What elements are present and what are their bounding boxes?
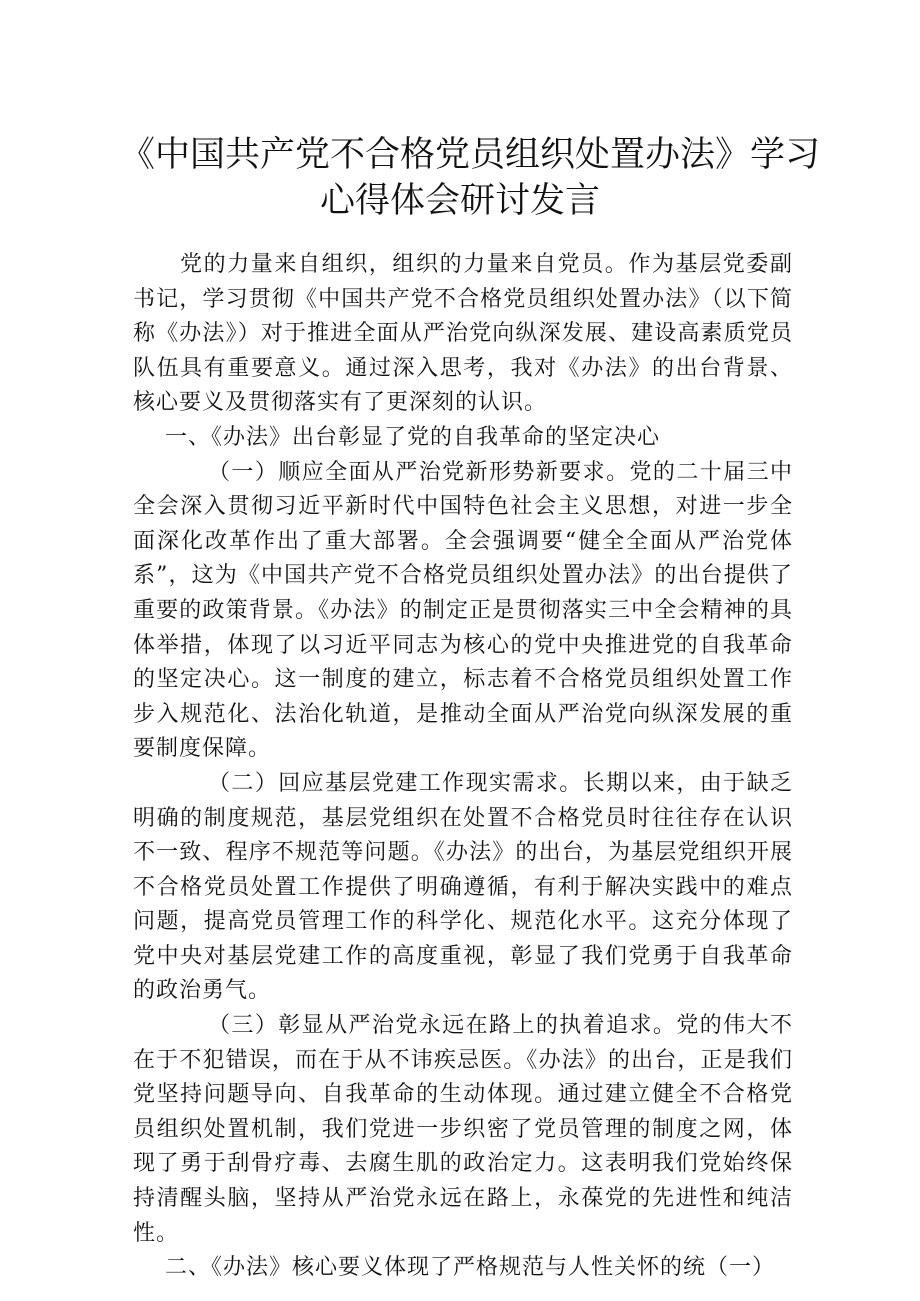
section-heading-1: 一、《办法》出台彰显了党的自我革命的坚定决心: [165, 424, 661, 450]
subsection-paragraph-1: （一）顺应全面从严治党新形势新要求。党的二十届三中全会深入贯彻习近平新时代中国特色社会主义思想，对进一步全面深化改革作出了重大部署。全会强调要“健全全面从严治党体系”，这为《中国共产党不合格党员组织处置办法》的出台提供了重要的政策背景。《办法》的制定正是贯彻落实三中全会精神的具体举措，体现了以习近平同志为核心的党中央推进党的自我革命的坚定决心。这一制度的建立，标志着不合格党员组织处置工作步入规范化、法治化轨道，是推动全面从严治党向纵深发展的重要制度保障。: [133, 459, 793, 762]
subsection-paragraph-3: （三）彰显从严治党永远在路上的执着追求。党的伟大不在于不犯错误，而在于从不讳疾忌医。《办法》的出台，正是我们党坚持问题导向、自我革命的生动体现。通过建立健全不合格党员组织处置机制，我们党进一步织密了党员管理的制度之网，体现了勇于刮骨疗毒、去腐生肌的政治定力。这表明我们党始终保持清醒头脑，坚持从严治党永远在路上，永葆党的先进性和纯洁性。: [133, 1013, 793, 1246]
document-title: [120, 132, 821, 224]
title-line-2: 心得体会研讨发言: [319, 181, 600, 221]
title-line-1: 《中国共产党不合格党员组织处置办法》学习: [120, 135, 821, 175]
section-heading-2: 二、《办法》核心要义体现了严格规范与人性关怀的统（一）: [165, 1255, 776, 1281]
intro-paragraph: 党的力量来自组织，组织的力量来自党员。作为基层党委副书记，学习贯彻《中国共产党不合格党员组织处置办法》（以下简称《办法》）对于推进全面从严治党向纵深发展、建设高素质党员队伍具有重要意义。通过深入思考，我对《办法》的出台背景、核心要义及贯彻落实有了更深刻的认识。: [133, 252, 793, 416]
document-body: [133, 248, 793, 1286]
subsection-paragraph-2: （二）回应基层党建工作现实需求。长期以来，由于缺乏明确的制度规范，基层党组织在处置不合格党员时往往存在认识不一致、程序不规范等问题。《办法》的出台，为基层党组织开展不合格党员处置工作提供了明确遵循，有利于解决实践中的难点问题，提高党员管理工作的科学化、规范化水平。这充分体现了党中央对基层党建工作的高度重视，彰显了我们党勇于自我革命的政治勇气。: [133, 770, 793, 1004]
